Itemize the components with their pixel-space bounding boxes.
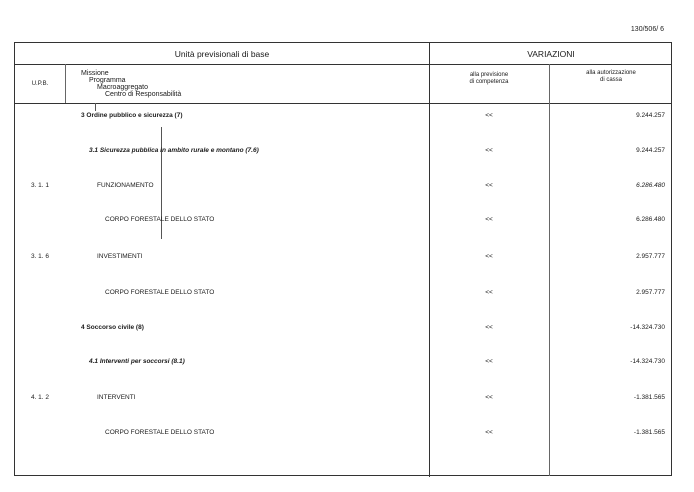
table-row — [15, 216, 671, 228]
cassa-divider — [549, 64, 550, 476]
row-description: CORPO FORESTALE DELLO STATO — [105, 429, 215, 436]
pen-mark — [95, 103, 96, 111]
competenza-value: << — [485, 394, 493, 401]
cassa-value: 6.286.480 — [636, 216, 665, 223]
competenza-value: << — [485, 429, 493, 436]
row-description: 4.1 Interventi per soccorsi (8.1) — [89, 358, 185, 365]
competenza-value: << — [485, 253, 493, 260]
table-row — [15, 394, 671, 406]
table-row — [15, 429, 671, 441]
table-row — [15, 112, 671, 124]
row-description: 4 Soccorso civile (8) — [81, 324, 144, 331]
table-row — [15, 253, 671, 265]
row-description: INTERVENTI — [97, 394, 136, 401]
table-row — [15, 289, 671, 301]
competenza-value: << — [485, 358, 493, 365]
cassa-value: 2.957.777 — [636, 253, 665, 260]
row-description: 3.1 Sicurezza pubblica in ambito rurale e montano (7.6) — [89, 147, 259, 154]
competenza-value: << — [485, 112, 493, 119]
competenza-line1: alla previsione — [469, 72, 509, 78]
cassa-line2: di cassa — [599, 77, 622, 83]
competenza-label — [429, 72, 549, 86]
competenza-value: << — [485, 182, 493, 189]
macroaggregato-label: Macroaggregato — [97, 84, 148, 91]
upb-code: 3. 1. 1 — [30, 182, 50, 189]
upb-code: 4. 1. 2 — [30, 394, 50, 401]
variazioni-title: VARIAZIONI — [527, 49, 575, 59]
cassa-value: -14.324.730 — [630, 324, 665, 331]
row-description: INVESTIMENTI — [97, 253, 143, 260]
budget-table — [14, 42, 672, 476]
cassa-value: 6.286.480 — [636, 182, 665, 189]
table-row — [15, 358, 671, 370]
table-row — [15, 324, 671, 336]
cassa-value: -14.324.730 — [630, 358, 665, 365]
unita-title: Unità previsionali di base — [174, 49, 270, 59]
cassa-value: -1.381.565 — [633, 429, 665, 436]
competenza-value: << — [485, 289, 493, 296]
programma-label: Programma — [89, 77, 126, 84]
cassa-value: -1.381.565 — [633, 394, 665, 401]
row-description: FUNZIONAMENTO — [97, 182, 154, 189]
header-divider — [15, 64, 671, 65]
row-description: 3 Ordine pubblico e sicurezza (7) — [81, 112, 183, 119]
header-bottom-line — [15, 103, 671, 104]
competenza-line2: di competenza — [469, 79, 509, 85]
page-number: 130/506/ 6 — [630, 26, 664, 33]
row-description: CORPO FORESTALE DELLO STATO — [105, 216, 215, 223]
missione-label: Missione — [81, 70, 109, 77]
cassa-value: 2.957.777 — [636, 289, 665, 296]
cassa-line1: alla autorizzazione — [586, 70, 636, 76]
cassa-value: 9.244.257 — [636, 147, 665, 154]
table-row — [15, 147, 671, 159]
upb-divider — [65, 64, 66, 103]
centro-label: Centro di Responsabilità — [105, 91, 182, 98]
competenza-value: << — [485, 324, 493, 331]
cassa-value: 9.244.257 — [636, 112, 665, 119]
table-row — [15, 182, 671, 194]
row-description: CORPO FORESTALE DELLO STATO — [105, 289, 215, 296]
cassa-label — [549, 70, 673, 84]
competenza-value: << — [485, 216, 493, 223]
upb-label: U.P.B. — [31, 81, 49, 87]
upb-code: 3. 1. 6 — [30, 253, 50, 260]
competenza-value: << — [485, 147, 493, 154]
